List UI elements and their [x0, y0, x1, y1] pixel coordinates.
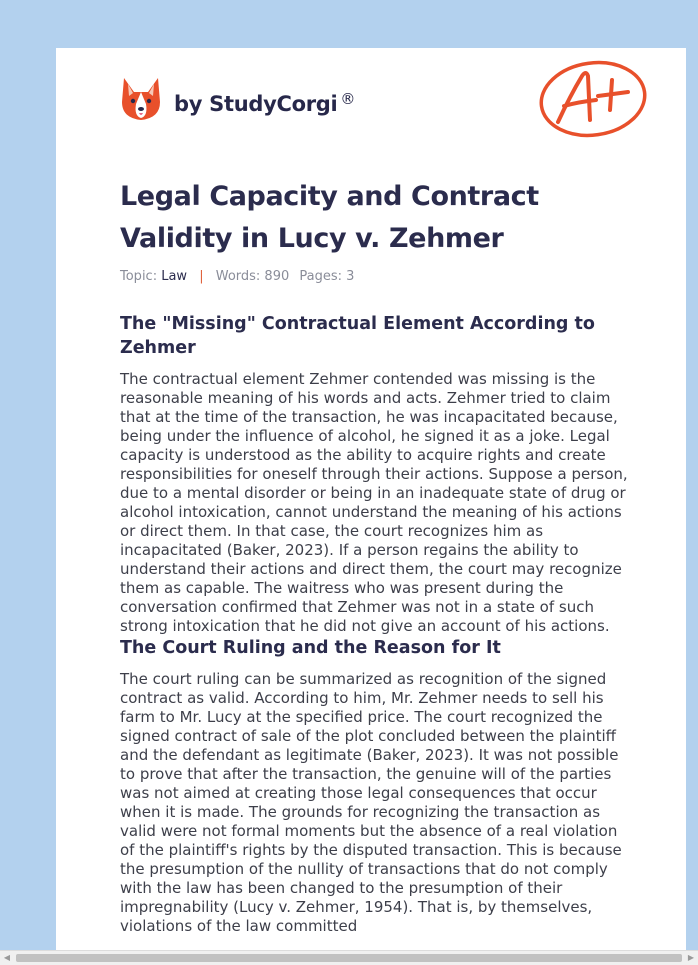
document-page	[56, 48, 686, 950]
scroll-left-arrow-icon[interactable]: ◀	[3, 953, 11, 962]
article-meta	[120, 269, 354, 284]
section-paragraph: The court ruling can be summarized as recognition of the signed contract as valid. According to him, Mr. Zehmer needs to sell his farm to Mr. Lucy at the specified price. The court recognized the signed contract of sale of the plot concluded between the plaintiff and the defendant as legitimate (Baker, 2023). It was not possible to prove that after the transaction, the genuine will of the parties was not aimed at creating those legal consequences that occur when it is made. The grounds for recognizing the transaction as valid were not formal moments but the absence of a real violation of the plaintiff's rights by the disputed transaction. This is because the presumption of the nullity of transactions that do not comply with the law has been changed to the presumption of their impregnability (Lucy v. Zehmer, 1954). That is, by themselves, violations of the law committed	[120, 670, 622, 935]
section-heading: The "Missing" Contractual Element According to Zehmer	[120, 314, 595, 358]
scrollbar-thumb[interactable]	[16, 954, 682, 962]
topic-link[interactable]: Law	[161, 269, 188, 284]
meta-separator: |	[199, 269, 204, 284]
horizontal-scrollbar[interactable]	[0, 950, 698, 965]
registered-mark: ®	[340, 90, 356, 108]
corgi-logo-icon	[120, 76, 162, 122]
article-body	[120, 312, 632, 936]
a-plus-grade-icon	[536, 58, 648, 140]
page-count: Pages: 3	[299, 269, 355, 284]
section-heading: The Court Ruling and the Reason for It	[120, 638, 501, 658]
article-title: Legal Capacity and Contract Validity in Lucy v. Zehmer	[120, 181, 539, 254]
topic-label: Topic:	[120, 269, 158, 284]
section-paragraph: The contractual element Zehmer contended was missing is the reasonable meaning of his words and acts. Zehmer tried to claim that at the time of the transaction, he was incapacitated because, being under the influence of alcohol, he signed it as a joke. Legal capacity is understood as the ability to acquire rights and create responsibilities for oneself through their actions. Suppose a person, due to a mental disorder or being in an inadequate state of drug or alcohol intoxication, cannot understand the meaning of his actions or direct them. In that case, the court recognizes him as incapacitated (Baker, 2023). If a person regains the ability to understand their actions and direct them, the court may recognize them as capable. The waitress who was present during the conversation confirmed that Zehmer was not in a state of such strong intoxication that he did not give an account of his actions.	[120, 370, 628, 635]
word-count: Words: 890	[215, 269, 290, 284]
studycorgi-logo[interactable]	[120, 74, 355, 124]
scroll-right-arrow-icon[interactable]: ▶	[687, 953, 695, 962]
brand-name: by StudyCorgi	[174, 92, 338, 116]
